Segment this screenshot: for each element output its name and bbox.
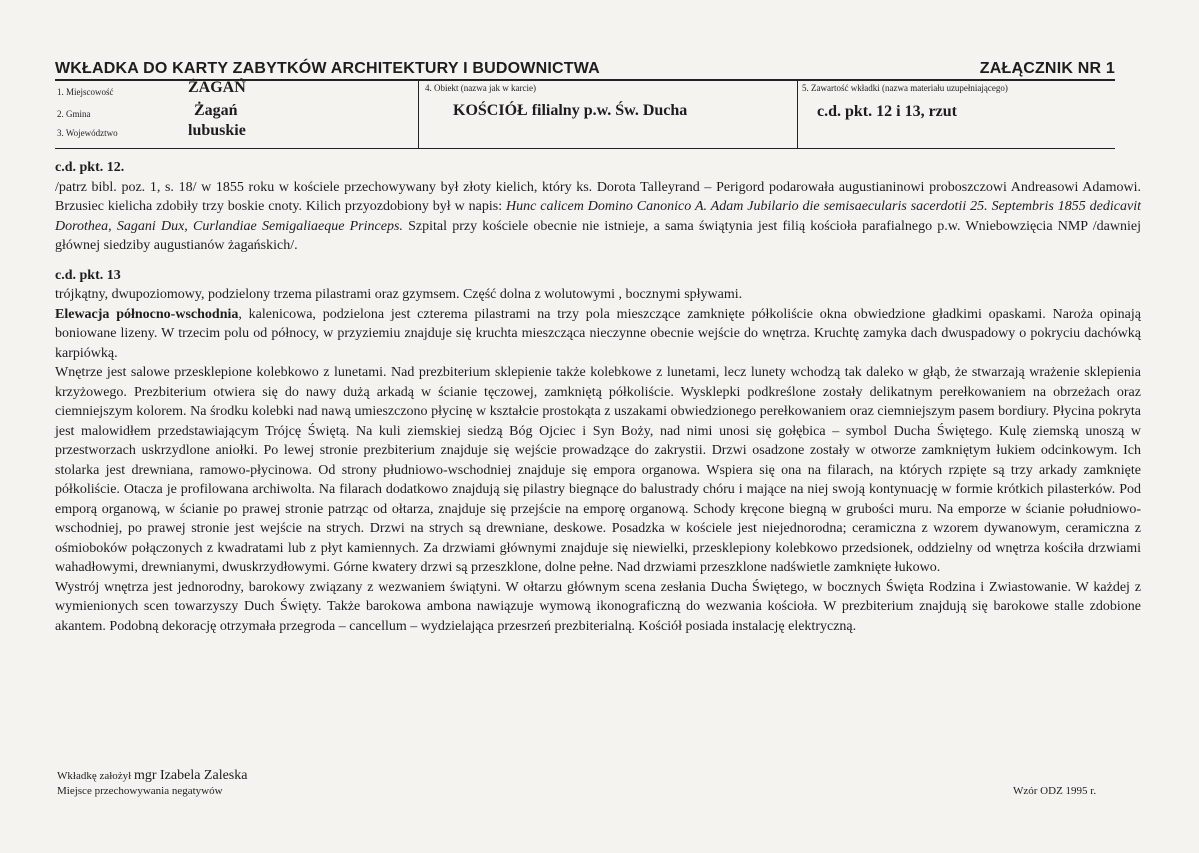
miejscowosc-label: 1. Miejscowość [57,87,114,97]
section-13-paragraph-2 [55,305,1141,364]
document-title: WKŁADKA DO KARTY ZABYTKÓW ARCHITEKTURY I BUDOWNICTWA [55,60,600,77]
gmina-label: 2. Gmina [57,109,91,119]
author-label: Wkładkę założył [57,770,132,782]
author-line [57,768,247,784]
section-13-paragraph-4: Wystrój wnętrza jest jednorodny, barokowy związany z wezwaniem świątyni. W ołtarzu głównym scena zesłania Ducha Świętego, w bocznych Święta Rodzina i Zwiastowanie. W każdej z wymienionych scen towarzyszy Duch Święty. Także barokowa ambona nawiązuje wymową ikonograficzną do wezwania kościoła. W prezbiterium znajdują się barokowe stalle zdobione akantem. Podobną dekorację otrzymała przegroda – cancellum – wydzielająca przesrzeń prezbiterialną. Kościół posiada instalację elektryczną. [55,579,1141,634]
obiekt-value: KOŚCIÓŁ filialny p.w. Św. Ducha [453,102,688,119]
section-12-text-2: Szpital przy kościele obecnie nie istnieje, a sama świątynia jest filią kościoła parafialnego p.w. Wniebowzięcia NMP /dawniej głównej siedziby augustianów żagańskich/. [55,218,1141,253]
form-bottom-rule [55,148,1115,149]
form-version: Wzór ODZ 1995 r. [1013,785,1097,797]
gmina-value: Żagań [194,102,238,119]
wojewodztwo-label: 3. Województwo [57,128,118,138]
author-name: mgr Izabela Zaleska [133,768,248,783]
form-divider-1 [418,80,419,148]
zawartosc-label: 5. Zawartość wkładki (nazwa materiału uzupełniającego) [802,83,1008,93]
elevation-heading: Elewacja północno-wschodnia [55,306,239,322]
section-12-text-1: /patrz bibl. poz. 1, s. 18/ w 1855 roku w kościele przechowywany był złoty kielich, który ks. Dorota Talleyrand – Perigord podarowała augustianinowi proboszczowi Andreasowi Adamowi. Brzusiec kielicha zdobiły trzy boskie cnoty. Kilich przyozdobiony był w napis: [55,179,1141,214]
section-12-paragraph [55,178,1141,256]
section-13-heading: c.d. pkt. 13 [55,267,121,283]
latin-inscription: Hunc calicem Domino Canonico A. Adam Jubilario die semisaecularis sacerdotii 25. Septembris 1855 dedicavit Dorothea, Sagani Dux, Curlandiae Semigaliaeque Princeps. [55,199,1141,234]
document-body [55,158,1141,636]
zawartosc-value: c.d. pkt. 12 i 13, rzut [817,103,957,120]
section-13-paragraph-3: Wnętrze jest salowe przesklepione kolebkowo z lunetami. Nad prezbiterium sklepienie także kolebkowe z lunetami, lecz lunety wchodzą tak daleko w głąb, że stwarzają wrażenie sklepienia krzyżowego. Prezbiterium otwiera się do nawy dużą arkadą w ścianie tęczowej, zamkniętą półkoliście. Wysklepki podkreślone zostały delikatnym perełkowaniem na obrzeżach oraz ciemniejszym kolorem. Na środku kolebki nad nawą umieszczono płycinę w kształcie prostokąta z uszakami obwiedzionego perełkowaniem oraz ciemniejszym pasem bordiury. Płycina pokryta jest malowidłem przedstawiającym Trójcę Świętą. Na kuli ziemskiej siedzą Bóg Ojciec i Syn Boży, nad nimi unosi się gołębica – symbol Ducha Świętego. Kulę ziemską unoszą w przestworzach uskrzydlone aniołki. Po lewej stronie prezbiterium znajduje się wejście prowadzące do zakrystii. Drzwi osadzone zostały w otworze zamkniętym łukiem odcinkowym. Ich stolarka jest drewniana, ramowo-płycinowa. Od strony płudniowo-wschodniej znajduje się empora organowa. Wspiera się ona na filarach, na których rzpięte są trzy arkady zamknięte półkoliście. Otacza je profilowana archiwolta. Na filarach dodatkowo znajdują się pilastry biegnące do balustrady chóru i mające na niej swoją kontynuację w formie krótkich pilasterków. Pod emporą organową, w ścianie po prawej stronie patrząc od ołtarza, znajduje się przejście na emporę organową. Schody kręcone biegną w grubości muru. Na emporze w ścianie południowo-wschodniej, po prawej stronie jest wejście na strych. Drzwi na strych są drewniane, deskowe. Posadzka w kościele jest niejednorodna; ceramiczna z wzorem dywanowym, ceramiczna z ośmioboków połączonych z kwadratami lub z płyt kamiennych. Za drzwiami głównymi znajduje się niewielki, przesklepiony kolebkowo przedsionek, oddzielny od wnętrza kościła drzwiami wahadłowymi, drewnianymi, dwuskrzydłowymi. Górne kwatery drzwi są przeszklone, dolne pełne. Nad drzwiami przeszklone nadświetle zamknięte łukowo. [55,365,1141,575]
section-13-paragraph-1: trójkątny, dwupoziomowy, podzielony trzema pilastrami oraz gzymsem. Część dolna z wolutowymi , bocznymi spływami. [55,287,743,302]
obiekt-label: 4. Obiekt (nazwa jak w karcie) [425,83,536,93]
attachment-number: ZAŁĄCZNIK NR 1 [979,60,1115,77]
storage-line: Miejsce przechowywania negatywów [57,785,223,797]
form-divider-2 [797,80,798,148]
elevation-text: , kalenicowa, podzielona jest czterema pilastrami na trzy pola mieszczące zamknięte półkoliście okna obwiedzione gładkimi opaskami. Naroża opinają boniowane lizeny. W trzecim polu od północy, w przyziemiu znajduje się kruchta mieszcząca nieczynne obecnie wejście do wnętrza. Kruchtę zamyka dach dwuspadowy o pokryciu dachówką karpiówką. [55,306,1141,361]
wojewodztwo-value: lubuskie [188,122,246,139]
section-12-heading: c.d. pkt. 12. [55,160,125,175]
miejscowosc-value: ŻAGAŃ [188,79,246,96]
